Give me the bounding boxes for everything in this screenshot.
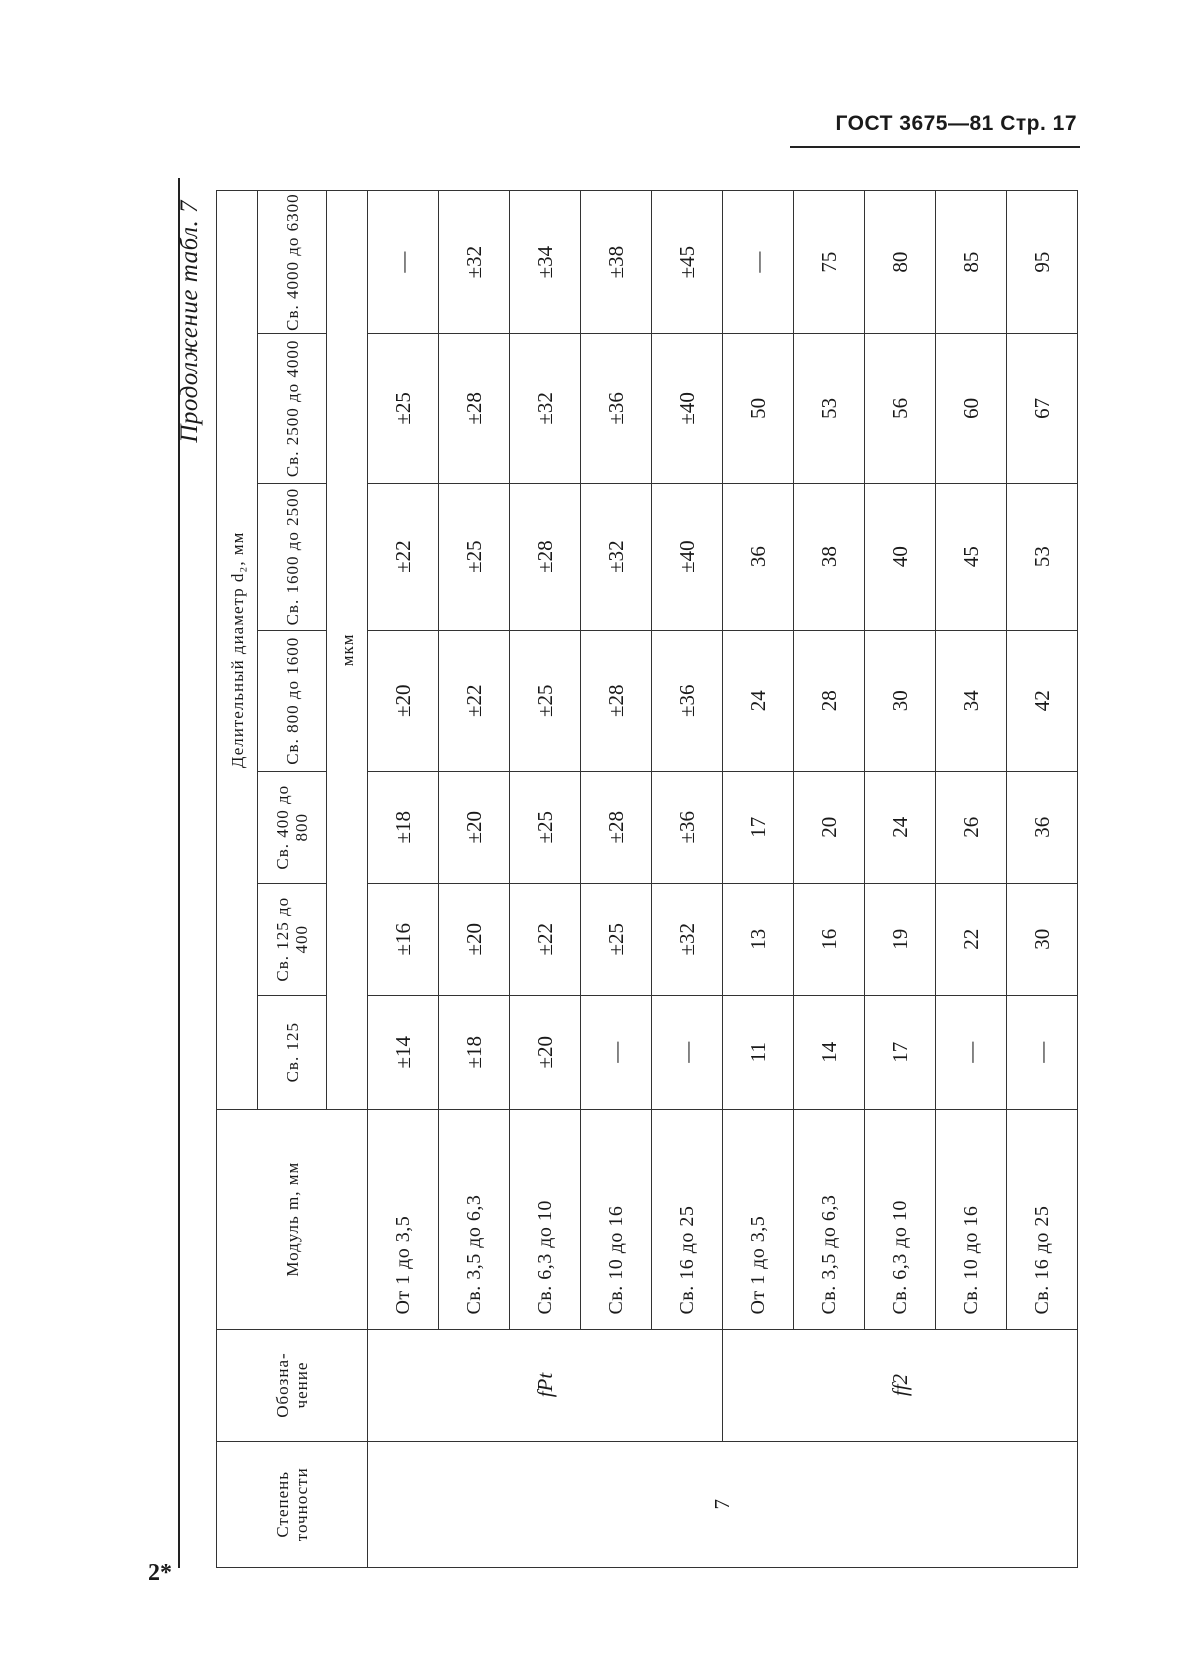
value-cell: 13 xyxy=(723,883,794,995)
value-cell: ±28 xyxy=(439,334,510,483)
tolerance-table xyxy=(216,190,1078,1568)
header-diameter-col: Св. 4000 до 6300 xyxy=(258,191,327,334)
value-cell: 80 xyxy=(865,191,936,334)
table-row xyxy=(368,191,439,1568)
value-cell: ±36 xyxy=(652,630,723,771)
value-cell: — xyxy=(581,995,652,1109)
value-cell: ±32 xyxy=(439,191,510,334)
value-cell: ±25 xyxy=(439,483,510,630)
document-header xyxy=(836,112,1078,136)
value-cell: 26 xyxy=(936,771,1007,883)
module-cell: Св. 16 до 25 xyxy=(652,1109,723,1329)
value-cell: 36 xyxy=(723,483,794,630)
value-cell: 11 xyxy=(723,995,794,1109)
header-diameter-col: Св. 800 до 1600 xyxy=(258,630,327,771)
value-cell: 17 xyxy=(723,771,794,883)
value-cell: ±28 xyxy=(581,630,652,771)
value-cell: 36 xyxy=(1007,771,1078,883)
rotated-table-region xyxy=(166,190,1168,1568)
value-cell: ±28 xyxy=(581,771,652,883)
value-cell: 20 xyxy=(794,771,865,883)
value-cell: ±40 xyxy=(652,483,723,630)
header-diameter-col: Св. 1600 до 2500 xyxy=(258,483,327,630)
value-cell: ±32 xyxy=(652,883,723,995)
value-cell: 67 xyxy=(1007,334,1078,483)
value-cell: — xyxy=(1007,995,1078,1109)
module-cell: Св. 3,5 до 6,3 xyxy=(439,1109,510,1329)
table-row xyxy=(723,191,794,1568)
value-cell: ±40 xyxy=(652,334,723,483)
value-cell: 34 xyxy=(936,630,1007,771)
value-cell: ±18 xyxy=(439,995,510,1109)
header-diameter-col: Св. 125 xyxy=(258,995,327,1109)
value-cell: 24 xyxy=(723,630,794,771)
value-cell: ±25 xyxy=(510,630,581,771)
value-cell: 85 xyxy=(936,191,1007,334)
module-cell: Св. 10 до 16 xyxy=(581,1109,652,1329)
value-cell: ±16 xyxy=(368,883,439,995)
header-diameter-col: Св. 400 до 800 xyxy=(258,771,327,883)
value-cell: — xyxy=(368,191,439,334)
table-caption: Продолжение табл. 7 xyxy=(176,200,203,443)
value-cell: 22 xyxy=(936,883,1007,995)
value-cell: ±38 xyxy=(581,191,652,334)
value-cell: 19 xyxy=(865,883,936,995)
value-cell: ±25 xyxy=(581,883,652,995)
value-cell: ±22 xyxy=(510,883,581,995)
value-cell: ±32 xyxy=(510,334,581,483)
value-cell: — xyxy=(652,995,723,1109)
header-unit: мкм xyxy=(327,191,368,1110)
value-cell: 53 xyxy=(1007,483,1078,630)
module-cell: Св. 6,3 до 10 xyxy=(510,1109,581,1329)
symbol-cell: ff2 xyxy=(723,1329,1078,1441)
value-cell: — xyxy=(936,995,1007,1109)
value-cell: 75 xyxy=(794,191,865,334)
module-cell: Св. 16 до 25 xyxy=(1007,1109,1078,1329)
header-diameter-col: Св. 125 до 400 xyxy=(258,883,327,995)
value-cell: 38 xyxy=(794,483,865,630)
value-cell: ±36 xyxy=(652,771,723,883)
value-cell: 24 xyxy=(865,771,936,883)
value-cell: ±25 xyxy=(510,771,581,883)
module-cell: От 1 до 3,5 xyxy=(368,1109,439,1329)
header-rule xyxy=(790,146,1080,148)
value-cell: ±20 xyxy=(439,771,510,883)
standard-code: ГОСТ 3675—81 xyxy=(835,112,994,135)
value-cell: 30 xyxy=(865,630,936,771)
value-cell: ±22 xyxy=(439,630,510,771)
module-cell: Св. 10 до 16 xyxy=(936,1109,1007,1329)
value-cell: ±20 xyxy=(368,630,439,771)
module-cell: Св. 6,3 до 10 xyxy=(865,1109,936,1329)
header-symbol: Обозна-чение xyxy=(217,1329,368,1441)
value-cell: ±34 xyxy=(510,191,581,334)
page-label: Стр. 17 xyxy=(1000,112,1077,135)
value-cell: 14 xyxy=(794,995,865,1109)
value-cell: 16 xyxy=(794,883,865,995)
value-cell: 50 xyxy=(723,334,794,483)
value-cell: 28 xyxy=(794,630,865,771)
header-degree: Степень точности xyxy=(217,1441,368,1567)
value-cell: ±45 xyxy=(652,191,723,334)
value-cell: ±18 xyxy=(368,771,439,883)
accuracy-degree: 7 xyxy=(368,1441,1078,1567)
header-diameter-col: Св. 2500 до 4000 xyxy=(258,334,327,483)
value-cell: ±20 xyxy=(439,883,510,995)
symbol-cell: fPt xyxy=(368,1329,723,1441)
value-cell: ±36 xyxy=(581,334,652,483)
module-cell: Св. 3,5 до 6,3 xyxy=(794,1109,865,1329)
value-cell: ±22 xyxy=(368,483,439,630)
value-cell: 95 xyxy=(1007,191,1078,334)
value-cell: ±14 xyxy=(368,995,439,1109)
header-module: Модуль m, мм xyxy=(217,1109,368,1329)
value-cell: 53 xyxy=(794,334,865,483)
header-diameter-group: Делительный диаметр d₂, мм xyxy=(217,191,258,1110)
page-number: 2* xyxy=(148,1560,172,1586)
value-cell: — xyxy=(723,191,794,334)
module-cell: От 1 до 3,5 xyxy=(723,1109,794,1329)
value-cell: 30 xyxy=(1007,883,1078,995)
value-cell: ±32 xyxy=(581,483,652,630)
value-cell: ±20 xyxy=(510,995,581,1109)
value-cell: 40 xyxy=(865,483,936,630)
value-cell: ±25 xyxy=(368,334,439,483)
value-cell: 56 xyxy=(865,334,936,483)
value-cell: 17 xyxy=(865,995,936,1109)
value-cell: 45 xyxy=(936,483,1007,630)
value-cell: ±28 xyxy=(510,483,581,630)
value-cell: 60 xyxy=(936,334,1007,483)
value-cell: 42 xyxy=(1007,630,1078,771)
